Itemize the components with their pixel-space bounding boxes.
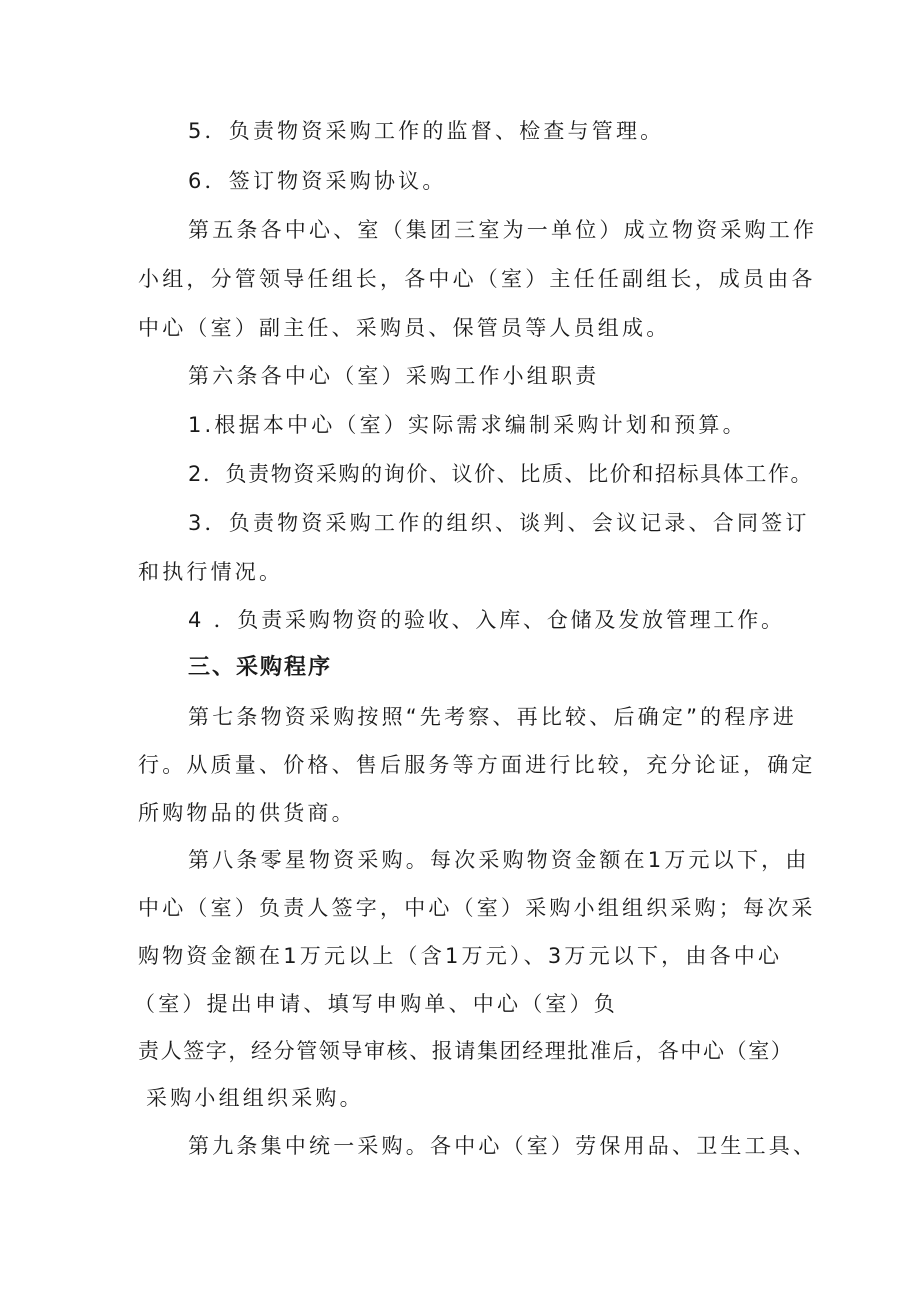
article-7-line-3: 所购物品的供货商。 <box>138 801 356 825</box>
article-5-line-3: 中心（室）副主任、采购员、保管员等人员组成。 <box>138 316 671 340</box>
duty-3-line-2: 和执行情况。 <box>138 560 284 584</box>
duty-1: 1.根据本中心（室）实际需求编制采购计划和预算。 <box>188 413 747 437</box>
duty-3-line-1: 3．负责物资采购工作的组织、谈判、会议记录、合同签订 <box>188 511 810 535</box>
article-8-line-1: 第八条零星物资采购。每次采购物资金额在1万元以下，由 <box>188 848 810 872</box>
item-6-sign-agreement: 6．签订物资采购协议。 <box>188 169 447 193</box>
item-5-supervision: 5．负责物资采购工作的监督、检查与管理。 <box>188 119 665 143</box>
article-7-line-2: 行。从质量、价格、售后服务等方面进行比较，充分论证，确定 <box>138 753 816 777</box>
article-8-line-3: 购物资金额在1万元以上（含1万元）、3万元以下，由各中心 <box>138 944 783 968</box>
article-5-line-1: 第五条各中心、室（集团三室为一单位）成立物资采购工作 <box>188 218 818 242</box>
duty-4: 4 ．负责采购物资的验收、入库、仓储及发放管理工作。 <box>188 608 785 632</box>
article-8-line-5: 责人签字，经分管领导审核、报请集团经理批准后，各中心（室） <box>138 1039 794 1063</box>
article-9-line-1: 第九条集中统一采购。各中心（室）劳保用品、卫生工具、 <box>188 1134 818 1158</box>
duty-2: 2．负责物资采购的询价、议价、比质、比价和招标具体工作。 <box>188 462 814 486</box>
article-7-line-1: 第七条物资采购按照“先考察、再比较、后确定”的程序进 <box>188 705 797 729</box>
article-5-line-2: 小组，分管领导任组长，各中心（室）主任任副组长，成员由各 <box>138 267 816 291</box>
article-8-line-6: 采购小组组织采购。 <box>146 1086 364 1110</box>
article-8-line-4: （室）提出申请、填写申购单、中心（室）负 <box>134 992 618 1016</box>
article-6-title: 第六条各中心（室）采购工作小组职责 <box>188 364 600 388</box>
section-heading-procurement-procedure: 三、采购程序 <box>188 655 333 680</box>
article-8-line-2: 中心（室）负责人签字，中心（室）采购小组组织采购；每次采 <box>138 896 816 920</box>
